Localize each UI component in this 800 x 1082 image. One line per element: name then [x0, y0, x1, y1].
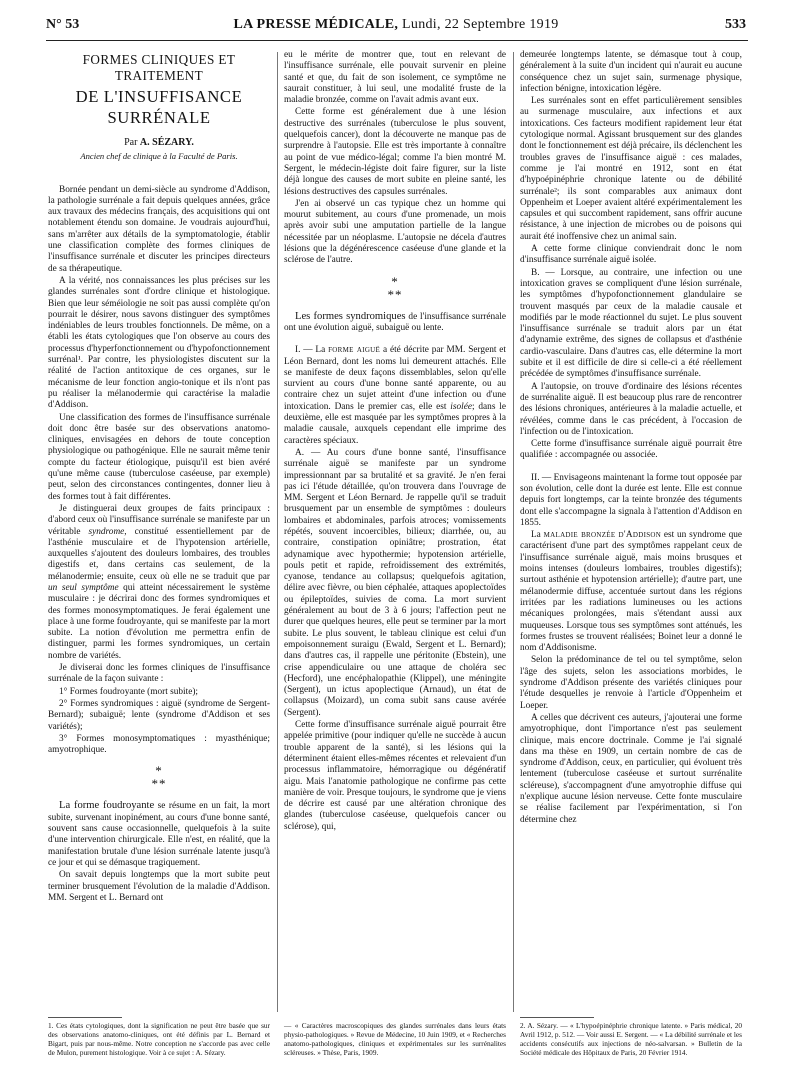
- paragraph: Cette forme d'insuffisance surrénale aiguë pourrait être appelée primitive (pour indiquer qu'elle ne succède à aucun trouble apparent de la santé), si les lésions qui la déterminent étaient elles-mêmes récentes et relevaient d'un processus inflammatoire, hémorragique ou dégénératif aigu. Mais l'anatomie pathologique ne confirme pas cette manière de voir. Presque toujours, le syndrome que je viens de décrire est causé par une altération chronique des glandes (tuberculose caséeuse, quelquefois cancer ou sclérose), qui,: [284, 720, 506, 832]
- spacer: [520, 463, 742, 473]
- paragraph: J'en ai observé un cas typique chez un homme qui mourut subitement, au cours d'une promenade, un mois après avoir subi une amputation partielle de la langue nécessitée par un néoplasme. L'autopsie ne décela d'autres lésions que la dégénérescence caséeuse d'une glande et la sclérose de l'autre.: [284, 198, 506, 266]
- running-header: [46, 17, 746, 39]
- paragraph: [520, 530, 742, 654]
- author-name: A. SÉZARY.: [139, 137, 194, 148]
- column-divider: [277, 52, 278, 1012]
- journal-name: LA PRESSE MÉDICALE,: [233, 17, 399, 32]
- paragraph: On savait depuis longtemps que la mort subite peut terminer brusquement l'évolution de la maladie d'Addison. MM. Sergent et L. Bernard ont: [48, 870, 270, 903]
- footnote: 2. A. Sézary. — « L'hypoépinéphrie chronique latente. » Paris médical, 20 Avril 1912, p. 512. — Voir aussi E. Sergent. — « La débilité surrénale et les accidents consécutifs aux injections de néo-salvarsan. » Bulletin de la Société médicale des Hôpitaux de Paris, 20 Février 1914.: [520, 1021, 742, 1057]
- issue-date: Lundi, 22 Septembre 1919: [402, 17, 559, 32]
- paragraph: Les surrénales sont en effet particulièrement sensibles au surmenage musculaire, aux infections et aux intoxications. Ces facteurs modifient rapidement leur état cytologique normal. Agissant brusquement sur des glandes dont le fonctionnement est déjà précaire, ils déclenchent les troubles graves de l'insuffisance aiguë : ces malades, comme je l'ai montré en 1912, sont en état d'hypoépinéphrie chronique latente ou de débilité surrénale²; ils sont comparables aux animaux dont Oppenheim et Loeper avaient altéré expérimentalement les capsules et qui succombent rapidement, sans offrir aucune résistance, à une injection de microbes ou de poisons qui aurait été inoffensive chez un animal sain.: [520, 96, 742, 242]
- paragraph: Cette forme d'insuffisance surrénale aiguë pourrait être qualifiée : accompagnée ou associée.: [520, 439, 742, 461]
- paragraph: Je diviserai donc les formes cliniques de l'insuffisance surrénale de la façon suivante :: [48, 663, 270, 685]
- small-caps-term: forme aiguë: [328, 345, 381, 356]
- text-run: Je distinguerai deux groupes de faits principaux : d'abord ceux où l'insuffisance surrénale se manifeste par un véritable: [48, 503, 270, 537]
- section-separator: [284, 275, 506, 301]
- column-divider: [513, 52, 514, 1012]
- author-affiliation: Ancien chef de clinique à la Faculté de Paris.: [80, 151, 238, 162]
- separator-star: *: [155, 763, 163, 779]
- paragraph: A. — Au cours d'une bonne santé, l'insuffisance surrénale aiguë se manifeste par un syndrome impressionnant par sa brutalité et sa gravité. Je n'en ferai pas ici l'étude détaillée, qu'on trouvera dans l'ouvrage de MM. Sergent et Léon Bernard. Je rappelle qu'il se traduit brusquement par un ensemble de symptômes : douleurs lombaires et abdominales, parfois atroces; vomissements répétés, souvent incoercibles, bilieux; diarrhée, ou, au contraire, constipation opiniâtre; prostration, état adynamique avec hypothermie; hypotension artérielle, pouls petit et rapide, refroidissement des extrémités, cyanose, tendance au collapsus; quelquefois agitation, délire avec fièvre, ou bien céphalée, attaques apoplectoïdes ou épileptoïdes, suivies de coma. La mort survient généralement au bout de 3 à 6 jours; l'affection peut ne durer que quelques heures, elle peut se terminer par la mort subite. Le plus souvent, le tableau clinique est celui d'un empoisonnement suraigu (Ewald, Sergent et L. Bernard); dans d'autres cas, il rappelle une péritonite (Ebstein), une crise appendiculaire ou une attaque de choléra sec (Hecford), une encéphalopathie (Klippel), une méningite (Sergent), un ictus apoplectique (Arnaud), un état de collapsus (Moizard), un coma subit sans cause avérée (Sergent).: [284, 447, 506, 718]
- spacer: [284, 335, 506, 345]
- paragraph: II. — Envisageons maintenant la forme tout opposée par son évolution, celle dont la durée est lente. Elle est connue depuis fort longtemps, car la teinte bronzée des téguments dont elle s'accompagne la signala à l'attention d'Addison en 1855.: [520, 472, 742, 528]
- paragraph: demeurée longtemps latente, se démasque tout à coup, généralement à la suite d'un incident qui n'aurait eu aucune conséquence chez un sujet sain, surmenage physique, infection bénigne, intoxication légère.: [520, 50, 742, 94]
- paragraph: Selon la prédominance de tel ou tel symptôme, selon l'âge des sujets, selon les associations morbides, le syndrome d'Addison présente des variétés cliniques pour l'étude desquelles je renvoie à l'article d'Oppenheim et Loeper.: [520, 655, 742, 711]
- text-run: ; dans le deuxième, elle est masquée par les symptômes propres à la maladie causale, auxquels cependant elle imprime des caractères spéciaux.: [284, 401, 507, 446]
- column-3: [520, 50, 742, 827]
- text-run: , constitué essentiellement par de l'asthénie musculaire et de l'hypotension artérielle, auxquelles s'ajoutent des douleurs lombaires, des troubles digestifs et, dans certains cas seulement, de la mélanodermie; ensuite, ceux où elle ne se traduit que par: [48, 526, 270, 582]
- paragraph: A l'autopsie, on trouve d'ordinaire des lésions récentes de surrénalite aiguë. Il est beaucoup plus rare de rencontrer des lésions chroniques, antérieures à la maladie actuelle, et révélées, comme dans le cas précédent, à l'occasion de l'infection ou de l'intoxication.: [520, 381, 742, 437]
- page-number: 533: [725, 17, 746, 32]
- section-separator: [48, 764, 270, 790]
- text-run: a été décrite par MM. Sergent et Léon Bernard, dont les noms lui demeurent attachés. Elle se manifeste de deux façons dissemblables, selon qu'elle survient au cours d'une bonne santé apparente, ou au contraire chez un sujet atteint d'une infection ou d'une intoxication. Dans le premier cas, elle est: [284, 345, 506, 412]
- paragraph: A la vérité, nos connaissances les plus précises sur les glandes surrénales sont d'ordre clinique et histologique. Bien que leur séméiologie ne soit pas aussi complète qu'on pourrait le désirer, nous savons distinguer des symptômes indéniables de leurs troubles fonctionnels. De même, on a établi les états cytologiques que l'on observe au cours des processus d'hyperfonctionnement ou d'hypofonctionnement surrénal¹. Par contre, les physiologistes discutent sur la réalité de l'action antitoxique de ces organes, sur le mécanisme de leur fonction angio-tonique et ils n'ont pas pu réaliser la mélanodermie qui caractérise la maladie d'Addison.: [48, 275, 270, 411]
- paragraph: A celles que décrivent ces auteurs, j'ajouterai une forme amyotrophique, dont l'importance n'est pas seulement clinique, mais encore doctrinale. Comme je l'ai signalé dans ma thèse en 1909, un certain nombre de cas de syndrome d'Addison, ceux, en particulier, qui évoluent très lentement (tuberculose caséeuse et surtout surrénalite scléreuse), s'accompagnent d'une amyotrophie diffuse qui n'explique aucune lésion nerveuse. Cette fonte musculaire se réalise facilement par l'expérimentation, si l'on détermine chez: [520, 712, 742, 825]
- text-run: I. — La: [295, 345, 329, 356]
- byline-prefix: Par: [124, 137, 138, 148]
- column-1: [48, 50, 270, 905]
- journal-title: [46, 17, 746, 33]
- paragraph: [284, 345, 506, 447]
- separator-star: *: [151, 776, 159, 792]
- emphasis: syndrome: [88, 526, 125, 537]
- title-line-2: DE L'INSUFFISANCE SURRÉNALE: [75, 87, 243, 127]
- paragraph: [48, 504, 270, 662]
- paragraph: eu le mérite de montrer que, tout en relevant de l'insuffisance surrénale, elle pouvait survenir en pleine santé et que, du fait de son isolement, ce symptôme ne saurait constituer, à lui seul, une modalité fruste de la maladie bronzée, comme on l'avait admis avant eux.: [284, 50, 506, 106]
- paragraph: B. — Lorsque, au contraire, une infection ou une intoxication graves se compliquent d'une lésion surrénale, les symptômes d'hypofonctionnement glandulaire se trouvent masqués par ceux de la maladie causale et modifiés par le mode réactionnel du sujet. Le plus souvent l'insuffisance surrénale se traduit alors par un état d'adynamie extrême, des signes de collapsus et d'asthénie cardio-vasculaire. Dans d'autres cas, elle détermine la mort subite et il est difficile de dire si celle-ci a été réellement précédée de symptômes d'insuffisance surrénale.: [520, 267, 742, 380]
- subheading: Les formes syndromiques: [295, 310, 406, 322]
- list-item: 2° Formes syndromiques : aiguë (syndrome de Sergent-Bernard); subaiguë; lente (syndrome d'Addison et ses variétés);: [48, 698, 270, 732]
- paragraph: A cette forme clinique conviendrait donc le nom d'insuffisance surrénale aiguë isolée.: [520, 244, 742, 266]
- list-item: 3° Formes monosymptomatiques : myasthénique; amyotrophique.: [48, 733, 270, 756]
- paragraph: [48, 800, 270, 869]
- footnote-rule: [520, 1017, 594, 1018]
- paragraph: Bornée pendant un demi-siècle au syndrome d'Addison, la pathologie surrénale a fait depuis quelques années, grâce aux travaux des médecins français, des acquisitions qui ont notablement étendu son domaine. Je voudrais aujourd'hui, sans m'arrêter aux détails de la symptomatologie, établir une classification complète des formes cliniques de l'insuffisance surrénale et discuter les principes directeurs de sa thérapeutique.: [48, 184, 270, 274]
- article-title: [48, 52, 270, 128]
- column-2: [284, 50, 506, 834]
- separator-star: *: [395, 286, 403, 302]
- paragraph: [284, 311, 506, 335]
- byline: [48, 137, 270, 148]
- footnote: 1. Ces états cytologiques, dont la signification ne peut être basée que sur des observations anatomo-cliniques, ont été définis par L. Bernard et Bigart, puis par nous-même. Notre conception ne s'accorde pas avec celle de Mulon, purement histologique. Voir à ce sujet : A. Sézary.: [48, 1021, 270, 1057]
- header-rule: [46, 40, 748, 41]
- text-run: est un syndrome que caractérisent d'une part des symptômes rappelant ceux de l'insuffisance surrénale aiguë, mais moins brusques et moins intenses (douleurs lombaires, troubles digestifs); surtout asthénie et hypotension artérielle); d'autre part, une mélanodermie diffuse, accentuée surtout dans les régions irritées par les radiations lumineuses ou les actions mécaniques prolongées, mais s'étendant aussi aux muqueuses. Lorsque tous ses symptômes sont atténués, les formes frustes se trouvent réalisées; Boinet leur a donné le nom d'Addisonisme.: [520, 530, 742, 654]
- footnote-rule: [48, 1017, 122, 1018]
- text-run: qui atteint nécessairement le système musculaire : je décrirai donc des formes syndromiques et des formes monosymptomatiques. Je ferai également une place à une forme foudroyante, qui se manifeste par la mort subite. La notion d'évolution me permettra enfin de distinguer, parmi les formes syndromiques, un certain nombre de variétés.: [48, 582, 270, 661]
- paragraph: Cette forme est généralement due à une lésion destructive des surrénales (tuberculose le plus souvent, quelquefois cancer), dont la découverte ne manque pas de surprendre à l'autopsie. Elle est très importante à connaître au point de vue médico-légal; comme l'a bien montré M. Sergent, le médecin-légiste doit faire figurer, sur la liste déjà longue des causes de mort subite en pleine santé, les lésions destructives des capsules surrénales.: [284, 107, 506, 197]
- footnote: — « Caractères macroscopiques des glandes surrénales dans leurs états physio-pathologiques. » Revue de Médecine, 10 Juin 1909, et « Recherches anatomo-pathologiques, cliniques et expérimentales sur les surrénalites scléreuses. » Thèse, Paris, 1909.: [284, 1021, 506, 1057]
- subheading: La forme foudroyante: [59, 800, 155, 812]
- paragraph: Une classification des formes de l'insuffisance surrénale doit donc être basée sur des observations anatomo-cliniques, envisagées en dehors de toute conception physiologique ou pathogénique. Elle ne saurait même tenir compte du facteur étiologique, puisqu'il est bien avéré qu'une même cause (tuberculose caséeuse, par exemple) peut, selon des circonstances contingentes, donner lieu à des formes tout à fait différentes.: [48, 412, 270, 502]
- separator-star: *: [387, 286, 395, 302]
- separator-star: *: [391, 273, 399, 289]
- text-run: de l'insuffisance surrénale ont une évolution aiguë, subaiguë ou lente.: [284, 311, 507, 333]
- text-run: La: [531, 530, 544, 541]
- list-item: 1° Formes foudroyante (mort subite);: [59, 686, 199, 697]
- small-caps-term: maladie bronzée d'Addison: [543, 530, 662, 541]
- emphasis: un seul symptôme: [48, 582, 119, 593]
- emphasis: isolée: [450, 401, 472, 412]
- issue-number: N° 53: [46, 17, 80, 32]
- text-run: se résume en un fait, la mort subite, survenant inopinément, au cours d'une bonne santé, souvent sans cause occasionnelle, quelquefois à la suite d'une intervention chirurgicale. Elle n'est, en réalité, que la manifestation brutale d'une lésion surrénale latente jusqu'à ce jour et qui se démasque tragiquement.: [48, 801, 270, 868]
- title-line-1: FORMES CLINIQUES ET TRAITEMENT: [82, 52, 236, 83]
- separator-star: *: [159, 776, 167, 792]
